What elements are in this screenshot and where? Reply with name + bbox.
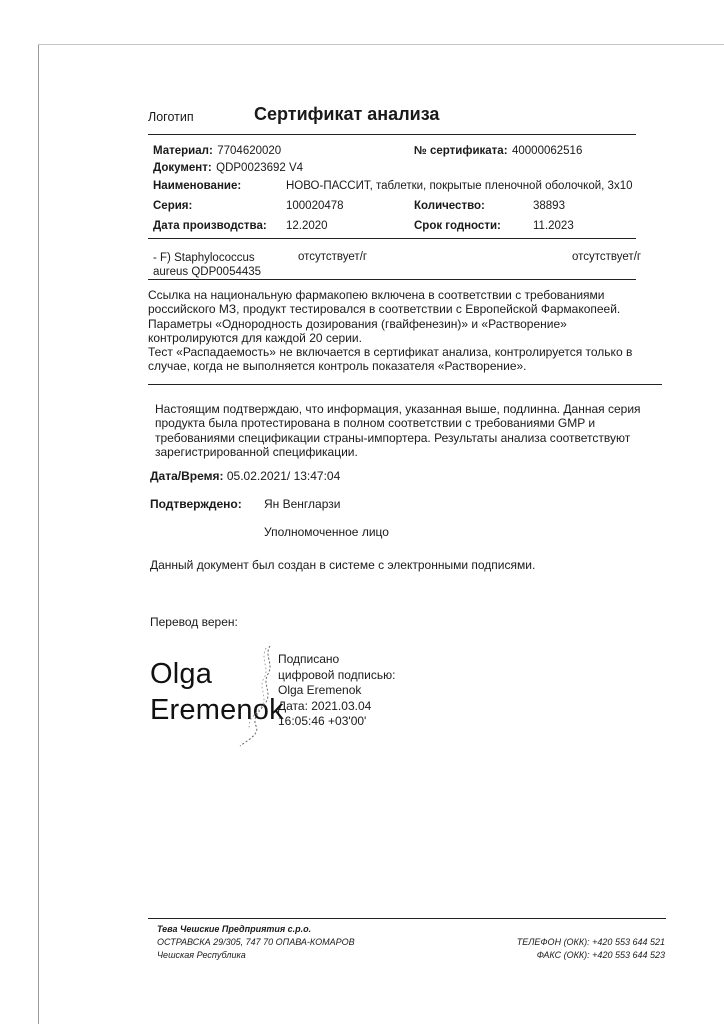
page-title: Сертификат анализа <box>254 104 440 124</box>
signed-line: цифровой подписью: <box>278 667 396 682</box>
datetime-label: Дата/Время: <box>150 469 224 483</box>
footer-address: ОСТРАВСКА 29/305, 747 70 ОПАВА-КОМАРОВ <box>157 937 355 947</box>
expiry-value: 11.2023 <box>533 220 574 232</box>
production-date-label: Дата производства: <box>153 220 267 232</box>
signed-line: 16:05:46 +03'00' <box>278 714 367 728</box>
footer-phone: ТЕЛЕФОН (ОКК): +420 553 644 521 <box>516 937 665 947</box>
approver-name: Ян Венгларзи <box>264 497 341 511</box>
test-name <box>153 251 261 279</box>
approved-label: Подтверждено: <box>150 497 242 511</box>
signed-line: Olga Eremenok <box>278 683 362 697</box>
document-field <box>153 158 303 176</box>
test-name-line2: aureus QDP0054435 <box>153 266 262 278</box>
footer-company-block <box>157 923 355 962</box>
document-label: Документ: <box>153 162 212 174</box>
note-line: Ссылка на национальную фармакопею включена в соответствии с требованиями <box>148 288 605 302</box>
material-field <box>153 141 281 159</box>
quantity-value: 38893 <box>533 200 565 212</box>
signed-line: Подписано <box>278 652 340 666</box>
series-label: Серия: <box>153 200 193 212</box>
electronic-signature-note: Данный документ был создан в системе с электронными подписями. <box>150 558 536 572</box>
footer-country: Чешская Республика <box>157 950 246 960</box>
signature-last-name: Eremenok <box>150 694 284 726</box>
cert-label: № сертификата: <box>414 145 508 157</box>
confirmation-line: продукта была протестирована в полном соответствии с требованиями GMP и <box>155 416 596 431</box>
test-spec: отсутствует/г <box>298 251 368 263</box>
datetime-value: 05.02.2021/ 13:47:04 <box>226 469 341 483</box>
confirmation-statement <box>155 402 659 459</box>
series-value: 100020478 <box>286 200 344 212</box>
expiry-label: Срок годности: <box>414 220 501 232</box>
note-divider <box>148 384 662 385</box>
signature-first-name: Olga <box>150 658 213 690</box>
document-value: QDP0023692 V4 <box>216 162 304 174</box>
material-label: Материал: <box>153 145 213 157</box>
note-line: Параметры «Однородность дозирования (гвайфенезин)» и «Растворение» <box>148 316 567 331</box>
note-line: контролируются для каждой 20 серии. <box>148 330 362 345</box>
quantity-label: Количество: <box>414 200 485 212</box>
scan-edge-left <box>38 44 39 1024</box>
translation-label: Перевод верен: <box>150 615 238 629</box>
signed-line: Дата: 2021.03.04 <box>278 698 372 713</box>
digital-signature-text <box>278 652 395 730</box>
footer-contacts <box>517 936 665 962</box>
header-divider <box>148 134 636 135</box>
scan-edge-top <box>38 44 724 45</box>
meta-divider <box>148 238 636 239</box>
datetime-field <box>150 469 340 483</box>
confirmation-line: зарегистрированной спецификации. <box>155 444 358 459</box>
note-line: российского МЗ, продукт тестировался в соответствии с Европейской Фармакопеей. <box>148 302 621 317</box>
footer-company: Тева Чешские Предприятия с.р.о. <box>157 924 312 934</box>
cert-value: 40000062516 <box>511 145 583 157</box>
test-result: отсутствует/г <box>572 251 642 263</box>
name-value: НОВО-ПАССИТ, таблетки, покрытые пленочной оболочкой, 3x10 <box>286 180 633 192</box>
footer-divider <box>148 918 666 919</box>
note-line: случае, когда не выполняется контроль показателя «Растворение». <box>148 359 527 374</box>
confirmation-line: требованиями спецификации страны-импортера. Результаты анализа соответствуют <box>155 430 631 445</box>
material-value: 7704620020 <box>217 145 282 157</box>
approver-role: Уполномоченное лицо <box>264 525 389 539</box>
certificate-number-field <box>414 141 582 159</box>
name-label: Наименование: <box>153 180 242 192</box>
production-date-value: 12.2020 <box>286 220 328 232</box>
pharmacopoeia-note <box>148 288 648 374</box>
footer-fax: ФАКС (ОКК): +420 553 644 523 <box>536 950 665 960</box>
note-line: Тест «Распадаемость» не включается в сертификат анализа, контролируется только в <box>148 345 633 360</box>
test-name-line1: - F) Staphylococcus <box>153 252 255 264</box>
logo-placeholder: Логотип <box>148 110 194 124</box>
confirmation-line: Настоящим подтверждаю, что информация, указанная выше, подлинна. Данная серия <box>155 402 641 416</box>
signature-scribble-icon <box>222 642 284 752</box>
test-divider <box>148 279 636 280</box>
